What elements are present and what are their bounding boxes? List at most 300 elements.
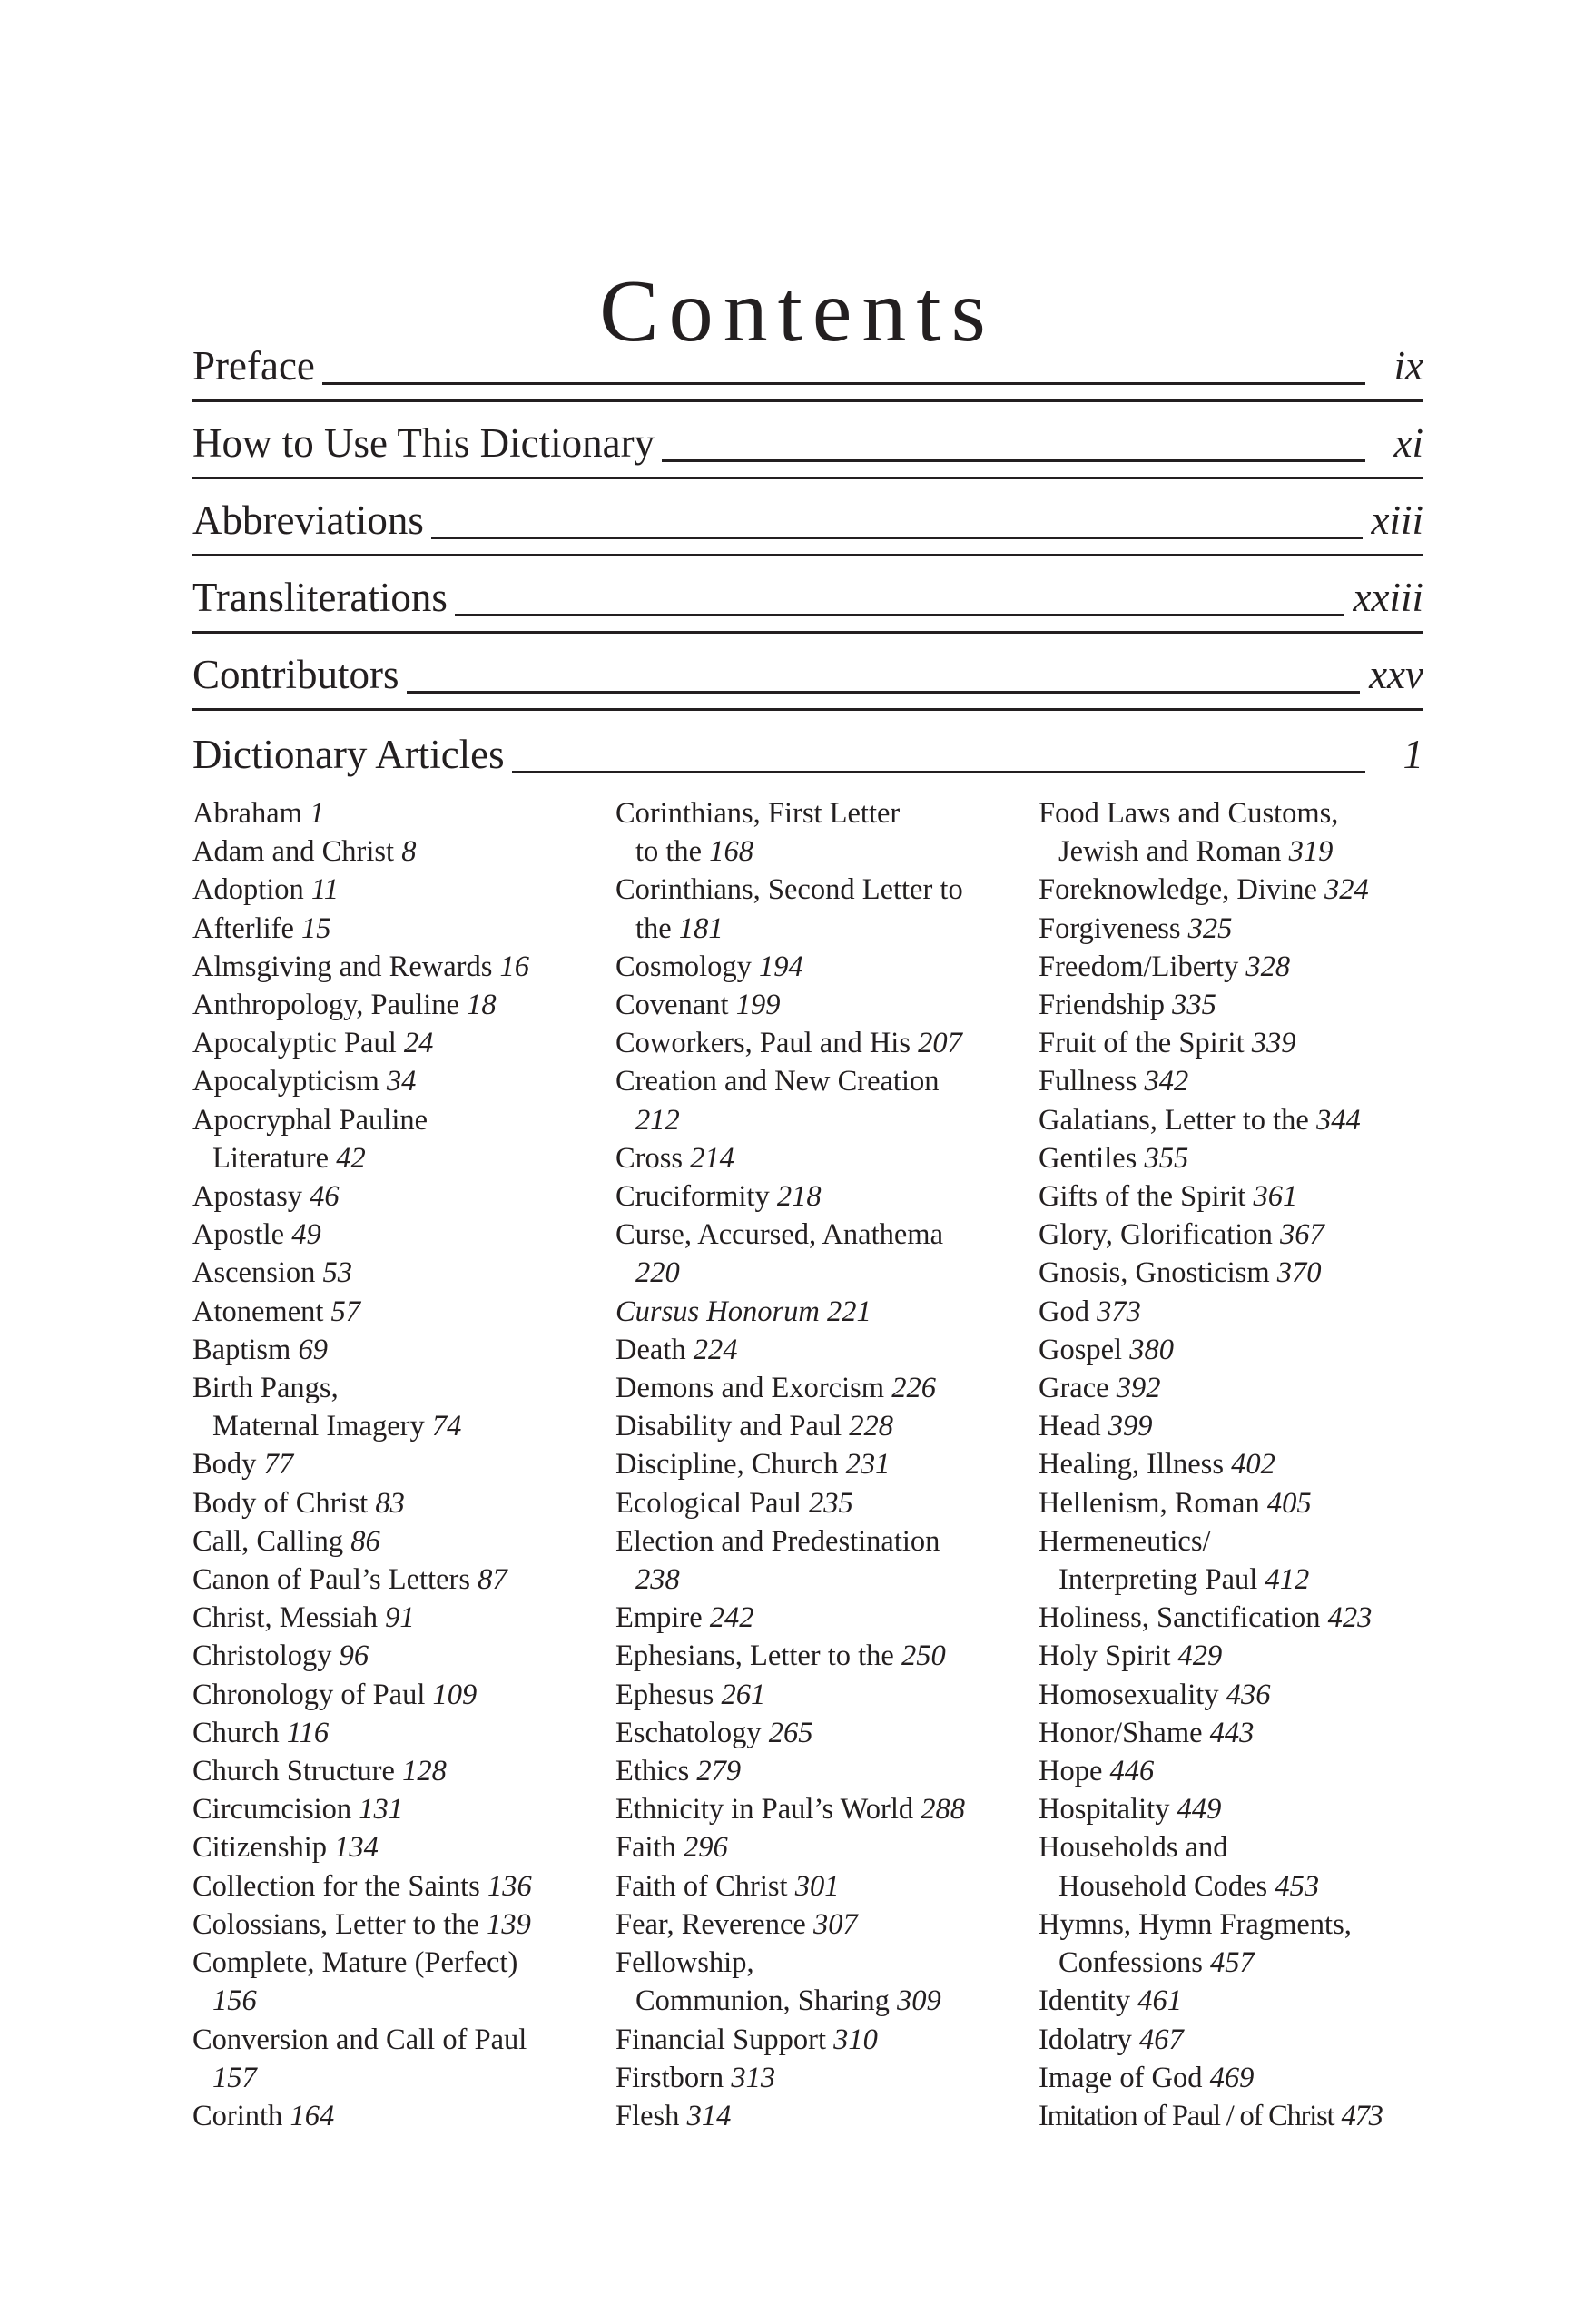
index-entry <box>192 2021 610 2097</box>
index-entry-page: 449 <box>1177 1793 1222 1827</box>
index-entry-page: 42 <box>336 1141 366 1175</box>
index-entry <box>192 986 610 1024</box>
index-entry <box>192 832 610 871</box>
index-entry-title: Empire <box>615 1601 703 1635</box>
index-entry-title: Creation and New Creation <box>615 1065 940 1098</box>
index-entry-page: 436 <box>1226 1678 1271 1711</box>
index-entry-title: Confessions <box>1058 1946 1203 1980</box>
index-entry-title: Ascension <box>192 1256 316 1290</box>
index-entry <box>192 2097 610 2135</box>
index-entry <box>192 1790 610 1828</box>
index-entry-page: 405 <box>1266 1486 1312 1520</box>
index-entry-title: Apocalypticism <box>192 1065 379 1098</box>
leader-line <box>455 614 1344 616</box>
index-entry <box>192 1561 610 1599</box>
index-entry <box>615 2021 1033 2059</box>
index-entry <box>1039 1407 1456 1445</box>
index-entry-page: 157 <box>212 2061 257 2094</box>
index-entry-page: 109 <box>432 1678 478 1711</box>
index-entry-title: Call, Calling <box>192 1524 344 1558</box>
index-entry <box>1039 1062 1456 1100</box>
index-entry-title: Maternal Imagery <box>212 1410 425 1443</box>
index-entry-title: Gentiles <box>1039 1141 1137 1175</box>
index-entry-page: 96 <box>339 1640 369 1673</box>
index-entry-page: 319 <box>1288 835 1334 869</box>
index-entry-title: the <box>635 911 672 945</box>
leader-line <box>407 691 1361 694</box>
index-entry-page: 49 <box>291 1218 321 1252</box>
front-matter-entry <box>192 634 1423 711</box>
index-entry-title: Holiness, Sanctification <box>1039 1601 1321 1635</box>
index-entry <box>1039 2059 1456 2097</box>
index-entry-page: 164 <box>290 2099 335 2132</box>
index-entry-page: 74 <box>431 1410 462 1443</box>
index-entry-title: to the <box>635 835 703 869</box>
index-entry-page: 8 <box>401 835 417 869</box>
index-entry-title: Cross <box>615 1141 684 1175</box>
index-entry-title: Circumcision <box>192 1793 352 1827</box>
index-entry <box>192 1024 610 1062</box>
index-entry-page: 392 <box>1116 1372 1161 1405</box>
index-entry <box>615 1139 1033 1177</box>
index-entry <box>1039 1637 1456 1675</box>
index-entry-page: 46 <box>310 1180 340 1214</box>
index-entry-page: 261 <box>721 1678 766 1711</box>
index-entry <box>615 948 1033 986</box>
index-entry <box>615 1828 1033 1866</box>
index-entry <box>192 1714 610 1752</box>
front-matter-page: xxv <box>1369 652 1423 697</box>
index-entry-title: Ecological Paul <box>615 1486 802 1520</box>
index-entry-title: Afterlife <box>192 911 294 945</box>
index-entry-page: 335 <box>1172 989 1216 1022</box>
front-matter-page: xiii <box>1371 497 1423 543</box>
index-entry-title: Glory, Glorification <box>1039 1218 1273 1252</box>
index-entry <box>615 1637 1033 1675</box>
index-entry <box>615 2059 1033 2097</box>
front-matter-page: ix <box>1393 343 1423 389</box>
index-entry <box>192 1867 610 1905</box>
index-entry-title: Cosmology <box>615 950 752 983</box>
index-entry-page: 461 <box>1137 1984 1182 2018</box>
index-entry <box>1039 1139 1456 1177</box>
index-entry-title: Honor/Shame <box>1039 1716 1203 1749</box>
index-entry-title: Communion, Sharing <box>635 1984 890 2018</box>
front-matter-label: Preface <box>192 343 315 389</box>
index-entry-title: Identity <box>1039 1984 1131 2018</box>
index-entry <box>192 1369 610 1445</box>
index-entry <box>1039 871 1456 909</box>
index-entry-page: 11 <box>310 873 339 907</box>
index-entry-page: 250 <box>901 1640 946 1673</box>
index-entry-title: Almsgiving and Rewards <box>192 950 493 983</box>
page-title: Contents <box>599 261 996 360</box>
index-entry-title: Imitation of Paul / of Christ <box>1039 2099 1334 2132</box>
index-entry-title: Fullness <box>1039 1065 1137 1098</box>
index-entry-title: Grace <box>1039 1372 1109 1405</box>
index-entry <box>1039 2021 1456 2059</box>
index-entry <box>1039 1445 1456 1483</box>
index-entry-title: Freedom/Liberty <box>1039 950 1239 983</box>
index-entry-title: Corinthians, Second Letter to <box>615 873 963 907</box>
index-entry <box>615 1407 1033 1445</box>
index-entry <box>1039 1599 1456 1637</box>
index-entry-page: 16 <box>499 950 530 983</box>
front-matter-page: 1 <box>1403 732 1423 777</box>
front-matter-page: xi <box>1393 420 1423 466</box>
index-entry-title: Households and <box>1039 1831 1228 1865</box>
index-entry-page: 429 <box>1177 1640 1223 1673</box>
index-entry-page: 207 <box>918 1027 962 1060</box>
index-entry-title: Interpreting Paul <box>1058 1563 1258 1597</box>
index-entry-title: Gnosis, Gnosticism <box>1039 1256 1270 1290</box>
index-entry-page: 83 <box>375 1486 405 1520</box>
index-entry-title: Eschatology <box>615 1716 762 1749</box>
index-entry <box>1039 1101 1456 1139</box>
index-entry-page: 228 <box>849 1410 894 1443</box>
index-entry <box>1039 1676 1456 1714</box>
index-entry-title: Corinth <box>192 2099 283 2132</box>
index-entry <box>615 1790 1033 1828</box>
index-entry-title: God <box>1039 1295 1089 1328</box>
index-entry-page: 453 <box>1275 1869 1320 1903</box>
index-entry <box>615 1599 1033 1637</box>
index-entry <box>1039 1828 1456 1905</box>
index-entry <box>615 1944 1033 2020</box>
leader-line <box>512 771 1365 773</box>
index-entry <box>192 871 610 909</box>
index-entry-page: 57 <box>330 1295 361 1328</box>
index-entry-title: Adam and Christ <box>192 835 395 869</box>
index-entry-page: 279 <box>696 1755 742 1788</box>
index-entry <box>1039 1177 1456 1216</box>
index-entry-title: Jewish and Roman <box>1058 835 1282 869</box>
index-entry-page: 181 <box>678 911 724 945</box>
index-entry <box>1039 1331 1456 1369</box>
index-entry-title: Gifts of the Spirit <box>1039 1180 1246 1214</box>
index-entry-title: Apocryphal Pauline <box>192 1103 428 1137</box>
index-entry <box>192 1254 610 1292</box>
index-entry <box>615 1867 1033 1905</box>
index-entry <box>192 1752 610 1790</box>
index-entry <box>192 1676 610 1714</box>
index-entry-page: 288 <box>921 1793 965 1827</box>
index-entry-page: 87 <box>478 1563 507 1597</box>
index-entry <box>1039 1522 1456 1599</box>
index-entry <box>615 1177 1033 1216</box>
front-matter-entry <box>192 479 1423 556</box>
index-entry <box>192 1522 610 1561</box>
index-entry-page: 214 <box>690 1141 734 1175</box>
index-entry-title: Baptism <box>192 1333 291 1366</box>
index-entry-title: Galatians, Letter to the <box>1039 1103 1309 1137</box>
index-entry-page: 69 <box>298 1333 328 1366</box>
index-entry-title: Forgiveness <box>1039 911 1181 945</box>
index-entry-title: Atonement <box>192 1295 324 1328</box>
index-entry <box>615 1331 1033 1369</box>
index-entry <box>615 1676 1033 1714</box>
index-entry-page: 91 <box>385 1601 415 1635</box>
index-entry-title: Idolatry <box>1039 2023 1132 2056</box>
index-entry-title: Death <box>615 1333 686 1366</box>
front-matter-label: Transliterations <box>192 575 448 620</box>
index-column-1 <box>192 794 610 2135</box>
index-entry-page: 361 <box>1253 1180 1298 1214</box>
index-entry <box>615 794 1033 871</box>
index-entry-title: Curse, Accursed, Anathema <box>615 1218 944 1252</box>
index-entry <box>192 948 610 986</box>
index-entry-title: Church Structure <box>192 1755 395 1788</box>
index-entry <box>192 1293 610 1331</box>
index-entry-title: Chronology of Paul <box>192 1678 426 1711</box>
index-entry-page: 373 <box>1097 1295 1141 1328</box>
index-entry <box>1039 2097 1456 2135</box>
index-entry <box>192 1599 610 1637</box>
index-entry-page: 473 <box>1341 2099 1383 2132</box>
index-entry <box>1039 1254 1456 1292</box>
index-entry-page: 402 <box>1231 1448 1275 1482</box>
index-entry-title: Cursus Honorum <box>615 1295 820 1328</box>
index-entry-title: Adoption <box>192 873 304 907</box>
index-entry-title: Friendship <box>1039 989 1166 1022</box>
index-entry-title: Corinthians, First Letter <box>615 797 901 830</box>
index-entry-title: Collection for the Saints <box>192 1869 480 1903</box>
index-entry <box>192 1101 610 1177</box>
index-entry-title: Colossians, Letter to the <box>192 1907 479 1941</box>
index-entry-page: 220 <box>635 1256 680 1290</box>
index-entry-title: Covenant <box>615 989 729 1022</box>
index-entry-title: Gospel <box>1039 1333 1123 1366</box>
index-entry <box>1039 794 1456 871</box>
index-entry-title: Anthropology, Pauline <box>192 989 459 1022</box>
index-entry-page: 296 <box>683 1831 728 1865</box>
index-entry-page: 313 <box>731 2061 776 2094</box>
index-entry-page: 168 <box>709 835 753 869</box>
index-entry-title: Apocalyptic Paul <box>192 1027 397 1060</box>
index-entry-title: Apostle <box>192 1218 285 1252</box>
index-entry-page: 194 <box>759 950 803 983</box>
index-entry-page: 307 <box>812 1907 858 1941</box>
index-entry-page: 128 <box>402 1755 447 1788</box>
index-entry <box>192 1445 610 1483</box>
leader-line <box>662 459 1365 462</box>
index-entry-page: 412 <box>1265 1563 1310 1597</box>
index-entry <box>192 1828 610 1866</box>
index-entry-page: 242 <box>709 1601 754 1635</box>
index-entry-page: 328 <box>1245 950 1291 983</box>
index-entry-page: 199 <box>735 989 781 1022</box>
index-entry-page: 309 <box>897 1984 941 2018</box>
index-entry <box>192 1484 610 1522</box>
index-entry <box>1039 1216 1456 1254</box>
index-entry <box>1039 1369 1456 1407</box>
index-entry <box>615 986 1033 1024</box>
index-entry-page: 469 <box>1209 2061 1255 2094</box>
index-entry-page: 339 <box>1251 1027 1296 1060</box>
front-matter-entry <box>192 402 1423 479</box>
index-entry-page: 116 <box>286 1716 330 1749</box>
index-entry-page: 156 <box>212 1984 257 2018</box>
index-entry <box>615 1905 1033 1944</box>
index-entry-title: Coworkers, Paul and His <box>615 1027 911 1060</box>
index-entry-title: Ephesus <box>615 1678 714 1711</box>
index-entry-title: Citizenship <box>192 1831 328 1865</box>
index-entry <box>615 1216 1033 1292</box>
index-entry <box>1039 1790 1456 1828</box>
index-entry-title: Abraham <box>192 797 302 830</box>
index-entry-page: 301 <box>794 1869 840 1903</box>
index-entry <box>615 1062 1033 1138</box>
index-entry <box>192 1062 610 1100</box>
index-entry-page: 355 <box>1144 1141 1189 1175</box>
index-entry <box>615 1369 1033 1407</box>
index-entry-page: 18 <box>467 989 497 1022</box>
index-entry-title: Hymns, Hymn Fragments, <box>1039 1907 1352 1941</box>
index-entry <box>1039 1752 1456 1790</box>
index-entry-title: Hospitality <box>1039 1793 1170 1827</box>
index-entry-page: 218 <box>776 1180 822 1214</box>
front-matter-label: How to Use This Dictionary <box>192 420 655 466</box>
index-entry-title: Image of God <box>1039 2061 1203 2094</box>
index-entry <box>1039 1982 1456 2020</box>
index-entry-title: Ethics <box>615 1755 690 1788</box>
index-entry-title: Discipline, Church <box>615 1448 839 1482</box>
index-entry-title: Demons and Exorcism <box>615 1372 885 1405</box>
index-entry-page: 310 <box>833 2023 878 2056</box>
index-entry-title: Foreknowledge, Divine <box>1039 873 1317 907</box>
index-entry <box>192 1177 610 1216</box>
index-entry-page: 136 <box>487 1869 532 1903</box>
index-entry-page: 367 <box>1279 1218 1324 1252</box>
index-entry-page: 1 <box>310 797 325 830</box>
index-entry-title: Christology <box>192 1640 332 1673</box>
index-entry-page: 77 <box>263 1448 294 1482</box>
index-entry <box>192 794 610 832</box>
index-entry-page: 238 <box>635 1563 680 1597</box>
index-entry <box>615 1024 1033 1062</box>
front-matter-label: Contributors <box>192 652 399 697</box>
index-entry-title: Faith of Christ <box>615 1869 788 1903</box>
index-entry-page: 134 <box>334 1831 379 1865</box>
index-entry-title: Body <box>192 1448 257 1482</box>
index-entry-title: Food Laws and Customs, <box>1039 797 1339 830</box>
index-entry-title: Church <box>192 1716 280 1749</box>
front-matter-entry <box>192 556 1423 634</box>
index-entry <box>615 1484 1033 1522</box>
index-entry-title: Hope <box>1039 1755 1103 1788</box>
index-entry-title: Faith <box>615 1831 676 1865</box>
index-entry-title: Head <box>1039 1410 1101 1443</box>
index-entry <box>615 1714 1033 1752</box>
index-entry <box>192 910 610 948</box>
index-entry-title: Ephesians, Letter to the <box>615 1640 894 1673</box>
index-entry-page: 265 <box>768 1716 813 1749</box>
front-matter-entry <box>192 711 1423 788</box>
index-entry-page: 34 <box>386 1065 417 1098</box>
index-entry-title: Conversion and Call of Paul <box>192 2023 527 2056</box>
index-entry-page: 446 <box>1109 1755 1155 1788</box>
index-entry <box>615 2097 1033 2135</box>
index-entry-title: Complete, Mature (Perfect) <box>192 1946 518 1980</box>
index-entry-page: 235 <box>809 1486 853 1520</box>
front-matter-list <box>192 325 1423 788</box>
index-entry <box>1039 948 1456 986</box>
index-entry-title: Christ, Messiah <box>192 1601 379 1635</box>
index-column-2 <box>615 794 1033 2135</box>
index-entry-page: 15 <box>301 911 331 945</box>
index-entry-title: Canon of Paul’s Letters <box>192 1563 470 1597</box>
index-entry-title: Firstborn <box>615 2061 724 2094</box>
index-entry-title: Financial Support <box>615 2023 826 2056</box>
front-matter-label: Dictionary Articles <box>192 732 505 777</box>
index-entry-page: 399 <box>1108 1410 1153 1443</box>
index-entry <box>615 1445 1033 1483</box>
index-entry <box>192 1944 610 2020</box>
index-entry-page: 131 <box>359 1793 403 1827</box>
index-entry-page: 226 <box>891 1372 936 1405</box>
index-entry <box>615 871 1033 947</box>
index-entry-page: 457 <box>1210 1946 1255 1980</box>
index-entry <box>615 1752 1033 1790</box>
index-entry <box>615 1293 1033 1331</box>
index-entry-title: Cruciformity <box>615 1180 770 1214</box>
index-column-3 <box>1039 794 1456 2135</box>
index-entry <box>1039 1905 1456 1982</box>
index-entry-page: 443 <box>1209 1716 1255 1749</box>
index-entry-page: 212 <box>635 1103 680 1137</box>
index-entry-title: Election and Predestination <box>615 1524 940 1558</box>
index-entry-page: 231 <box>845 1448 891 1482</box>
index-entry-title: Disability and Paul <box>615 1410 842 1443</box>
index-entry <box>192 1216 610 1254</box>
index-entry-title: Hellenism, Roman <box>1039 1486 1260 1520</box>
index-entry <box>1039 910 1456 948</box>
index-entry <box>1039 986 1456 1024</box>
index-entry-title: Flesh <box>615 2099 680 2132</box>
index-entry-page: 139 <box>487 1907 531 1941</box>
index-entry-page: 53 <box>322 1256 353 1290</box>
index-entry <box>192 1331 610 1369</box>
index-entry-title: Ethnicity in Paul’s World <box>615 1793 914 1827</box>
front-matter-entry <box>192 325 1423 402</box>
index-entry <box>615 1522 1033 1599</box>
index-entry-title: Healing, Illness <box>1039 1448 1224 1482</box>
index-entry-page: 344 <box>1315 1103 1361 1137</box>
index-entry <box>1039 1024 1456 1062</box>
index-entry-page: 423 <box>1327 1601 1373 1635</box>
index-entry-title: Birth Pangs, <box>192 1372 339 1405</box>
leader-line <box>431 537 1363 539</box>
index-entry-page: 325 <box>1187 911 1233 945</box>
index-entry-page: 342 <box>1144 1065 1189 1098</box>
index-entry-page: 86 <box>350 1524 380 1558</box>
index-entry-page: 380 <box>1129 1333 1174 1366</box>
index-entry-title: Literature <box>212 1141 330 1175</box>
index-entry-title: Homosexuality <box>1039 1678 1219 1711</box>
article-index <box>192 794 1423 2156</box>
index-entry-page: 24 <box>403 1027 434 1060</box>
index-entry-title: Fellowship, <box>615 1946 754 1980</box>
index-entry <box>1039 1714 1456 1752</box>
index-entry-page: 324 <box>1324 873 1369 907</box>
index-entry-title: Fear, Reverence <box>615 1907 806 1941</box>
leader-line <box>322 382 1365 385</box>
index-entry-page: 314 <box>686 2099 732 2132</box>
index-entry-page: 467 <box>1139 2023 1184 2056</box>
index-entry <box>192 1637 610 1675</box>
index-entry-page: 224 <box>693 1333 738 1366</box>
index-entry-page: 370 <box>1276 1256 1322 1290</box>
